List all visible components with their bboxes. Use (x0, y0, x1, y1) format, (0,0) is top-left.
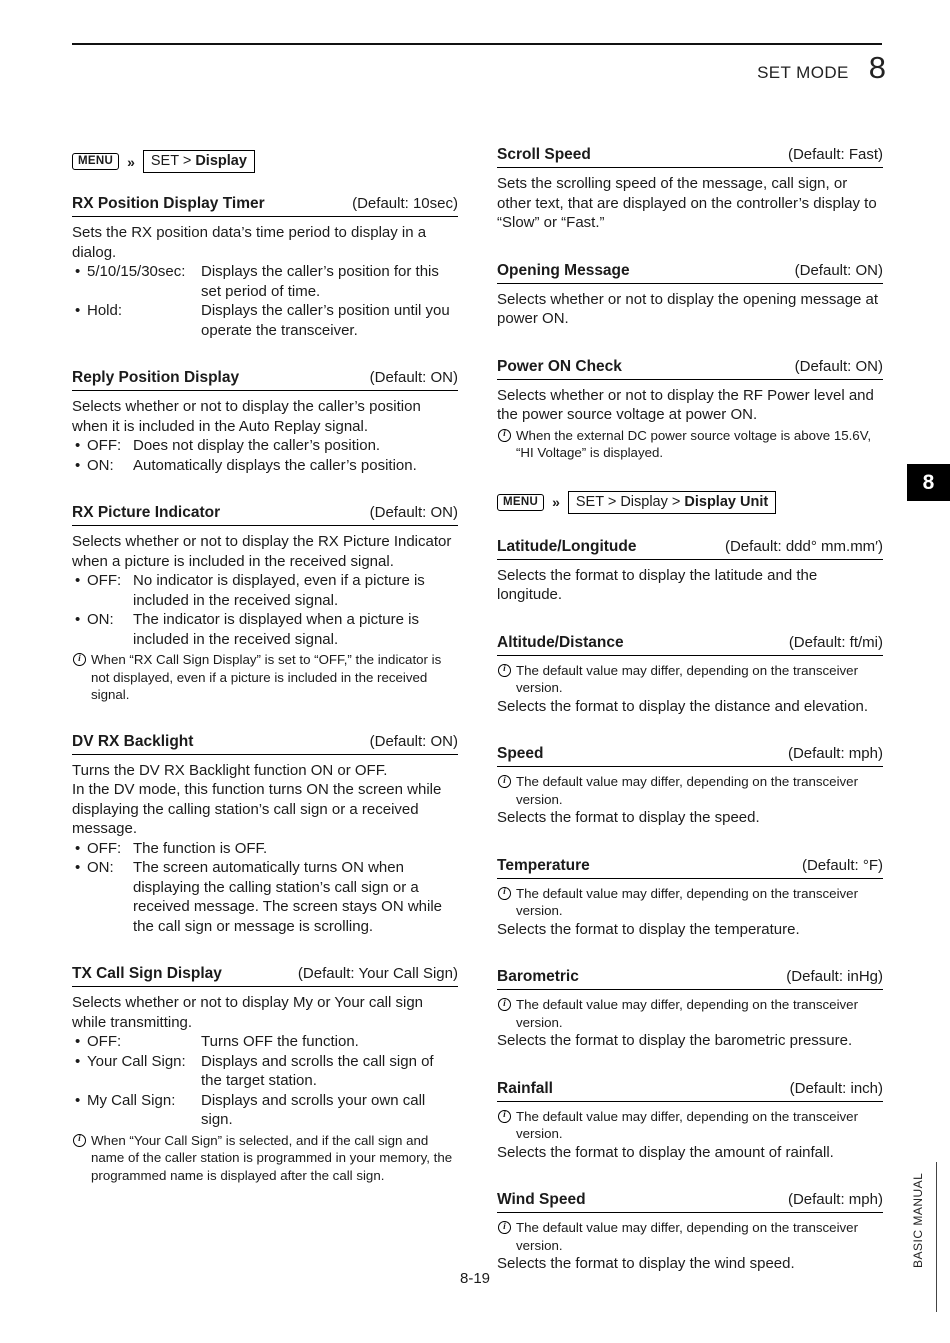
option-item (72, 858, 458, 936)
note (497, 427, 883, 462)
menu-arrow-icon: » (552, 494, 560, 510)
bullet-icon: • (75, 839, 81, 857)
setting-description: Turns the DV RX Backlight function ON or OFF. (72, 761, 388, 779)
section-barometric (497, 968, 883, 1051)
setting-title: Scroll Speed (497, 146, 591, 163)
setting-description: Selects the format to display the wind speed. (497, 1255, 795, 1272)
sidebar-rule (936, 1162, 937, 1312)
section-rainfall (497, 1080, 883, 1163)
option-text: Turns OFF the function. (201, 1033, 359, 1050)
info-icon: i (498, 1221, 511, 1234)
setting-description: Selects whether or not to display the RX Picture Indicator when a picture is included in the received signal. (72, 533, 452, 570)
setting-title: DV RX Backlight (72, 732, 194, 750)
option-term: OFF: (87, 1033, 122, 1050)
setting-default: (Default: mph) (787, 745, 883, 762)
option-text: The function is OFF. (133, 839, 268, 857)
menu-button: MENU (72, 153, 119, 170)
setting-title: Speed (497, 745, 544, 762)
option-item (72, 301, 458, 340)
note (497, 885, 883, 920)
option-item (72, 1052, 458, 1091)
setting-title: RX Position Display Timer (72, 195, 265, 212)
option-term: 5/10/15/30sec: (87, 263, 186, 280)
setting-default: (Default: inch) (789, 1079, 883, 1097)
setting-default: (Default: mph) (787, 1191, 883, 1208)
setting-description: In the DV mode, this function turns ON the screen while displaying the calling station’s call sign or a received message. (72, 781, 442, 837)
setting-heading (497, 358, 883, 380)
setting-description: Selects whether or not to display My or Your call sign while transmitting. (72, 994, 424, 1031)
note-text: When “Your Call Sign” is selected, and if the call sign and name of the caller station is programmed in your memory, the programmed name is displayed after the call sign. (91, 1132, 453, 1183)
option-term: My Call Sign: (87, 1091, 176, 1109)
setting-default: (Default: ON) (369, 369, 458, 386)
setting-heading (497, 146, 883, 168)
option-item (72, 456, 458, 476)
setting-description: Selects the format to display the barometric pressure. (497, 1032, 853, 1049)
option-text: The indicator is displayed when a picture is included in the received signal. (133, 611, 419, 648)
menu-path-prefix: SET > Display > (575, 493, 685, 510)
setting-heading (72, 965, 458, 987)
setting-description: Selects the format to display the temperature. (497, 920, 800, 938)
header-rule (72, 43, 882, 45)
option-term: OFF: (87, 839, 122, 857)
setting-heading (497, 1080, 883, 1102)
note-text: The default value may differ, depending on the transceiver version. (516, 662, 858, 695)
setting-heading (497, 262, 883, 284)
note (497, 1108, 883, 1143)
menu-arrow-icon: » (127, 153, 135, 170)
menu-path-box (568, 491, 776, 514)
chapter-tab: 8 (907, 464, 950, 501)
setting-description: Selects whether or not to display the caller’s position when it is included in the Auto Replay signal. (72, 398, 421, 435)
section-tx-call-sign-display (72, 965, 458, 1184)
bullet-icon: • (75, 456, 81, 474)
section-wind-speed (497, 1191, 883, 1274)
option-term: ON: (87, 456, 114, 474)
setting-heading (497, 745, 883, 767)
section-reply-position-display (72, 369, 458, 475)
setting-heading (72, 369, 458, 391)
note (497, 1219, 883, 1254)
setting-title: Power ON Check (497, 357, 622, 375)
section-latitude-longitude (497, 538, 883, 605)
info-icon: i (73, 1134, 86, 1147)
section-power-on-check (497, 358, 883, 462)
note-text: When the external DC power source voltage is above 15.6V, “HI Voltage” is displayed. (516, 427, 872, 460)
note (497, 662, 883, 697)
setting-description: Sets the scrolling speed of the message, call sign, or other text, that are displayed on the controller’s display to “Slow” or “Fast.” (497, 175, 877, 231)
menu-button: MENU (497, 494, 544, 511)
note (497, 996, 883, 1031)
setting-title: Altitude/Distance (497, 633, 624, 651)
option-item (72, 839, 458, 859)
note-text: The default value may differ, depending on the transceiver version. (516, 1108, 858, 1141)
bullet-icon: • (75, 263, 81, 280)
basic-manual-label: BASIC MANUAL (911, 1172, 925, 1268)
section-title: SET MODE (757, 63, 849, 82)
setting-default: (Default: ON) (794, 357, 883, 375)
setting-default: (Default: Your Call Sign) (297, 965, 458, 982)
setting-default: (Default: Fast) (787, 146, 883, 163)
bullet-icon: • (75, 572, 81, 589)
setting-default: (Default: 10sec) (352, 195, 458, 212)
info-icon: i (498, 998, 511, 1011)
setting-default: (Default: ON) (369, 504, 458, 521)
option-term: OFF: (87, 437, 122, 454)
section-rx-picture-indicator (72, 504, 458, 704)
page-number: 8-19 (459, 1270, 491, 1287)
setting-default: (Default: ft/mi) (788, 633, 883, 651)
option-text: Displays and scrolls your own call sign. (201, 1091, 426, 1128)
setting-title: Reply Position Display (72, 369, 240, 386)
setting-title: Latitude/Longitude (497, 537, 637, 555)
menu-path-box (143, 150, 255, 173)
section-opening-message (497, 262, 883, 329)
setting-description: Selects the format to display the speed. (497, 809, 760, 826)
setting-default: (Default: inHg) (786, 968, 883, 985)
chapter-number: 8 (868, 50, 886, 85)
bullet-icon: • (75, 859, 81, 876)
bullet-icon: • (75, 611, 81, 628)
bullet-icon: • (75, 302, 81, 319)
setting-description: Selects whether or not to display the opening message at power ON. (497, 290, 879, 327)
setting-description: Selects the format to display the latitude and the longitude. (497, 566, 818, 603)
setting-default: (Default: ddd° mm.mm′) (724, 537, 883, 555)
setting-heading (497, 538, 883, 560)
option-term: OFF: (87, 572, 122, 589)
setting-description: Selects the format to display the amount of rainfall. (497, 1143, 834, 1161)
bullet-icon: • (75, 1091, 81, 1109)
option-text: The screen automatically turns ON when displaying the calling station’s call sign or a received message. The screen stays ON while the call sign or message is scrolling. (133, 859, 443, 935)
setting-description: Selects the format to display the distance and elevation. (497, 697, 869, 715)
menu-path-target: Display (195, 153, 247, 169)
bullet-icon: • (75, 437, 81, 454)
bullet-icon: • (75, 1033, 81, 1050)
section-temperature (497, 857, 883, 940)
setting-heading (72, 195, 458, 217)
note-text: The default value may differ, depending on the transceiver version. (516, 1220, 858, 1253)
note-text: When “RX Call Sign Display” is set to “OFF,” the indicator is not displayed, even if a picture is included in the received signal. (91, 652, 442, 702)
note-text: The default value may differ, depending on the transceiver version. (516, 774, 858, 807)
option-term: Your Call Sign: (87, 1052, 186, 1070)
menu-path-target: Display Unit (684, 493, 769, 510)
option-text: Displays the caller’s position for this set period of time. (201, 263, 439, 300)
setting-heading (497, 1191, 883, 1213)
setting-heading (72, 733, 458, 755)
bullet-icon: • (75, 1052, 81, 1070)
setting-default: (Default: ON) (794, 261, 883, 279)
info-icon: i (498, 664, 511, 677)
setting-title: RX Picture Indicator (72, 504, 221, 521)
info-icon: i (498, 775, 511, 788)
section-scroll-speed (497, 146, 883, 233)
setting-heading (72, 504, 458, 526)
setting-heading (497, 857, 883, 879)
section-rx-position-display-timer (72, 195, 458, 340)
note-text: The default value may differ, depending on the transceiver version. (516, 997, 858, 1030)
setting-heading (497, 968, 883, 990)
right-column (497, 146, 883, 1303)
note (72, 651, 458, 704)
info-icon: i (498, 429, 511, 442)
setting-title: Wind Speed (497, 1191, 586, 1208)
page-header (757, 50, 886, 86)
option-text: Displays and scrolls the call sign of the target station. (201, 1052, 434, 1089)
setting-description: Sets the RX position data’s time period to display in a dialog. (72, 224, 427, 261)
note (72, 1132, 458, 1185)
option-item (72, 1091, 458, 1130)
info-icon: i (73, 653, 86, 666)
option-term: ON: (87, 611, 114, 628)
info-icon: i (498, 887, 511, 900)
setting-title: Barometric (497, 968, 579, 985)
option-item (72, 262, 458, 301)
setting-title: Rainfall (497, 1079, 553, 1097)
setting-default: (Default: °F) (801, 856, 883, 874)
setting-title: TX Call Sign Display (72, 965, 222, 982)
option-text: Does not display the caller’s position. (133, 437, 381, 454)
section-speed (497, 745, 883, 828)
setting-heading (497, 634, 883, 656)
note (497, 773, 883, 808)
option-term: Hold: (87, 302, 123, 319)
menu-path-display-unit (497, 491, 883, 514)
menu-path-prefix: SET > (150, 153, 196, 169)
option-item (72, 1032, 458, 1052)
note-text: The default value may differ, depending on the transceiver version. (516, 885, 858, 918)
option-text: Automatically displays the caller’s position. (133, 456, 417, 474)
section-dv-rx-backlight (72, 733, 458, 937)
setting-title: Opening Message (497, 261, 630, 279)
info-icon: i (498, 1110, 511, 1123)
setting-title: Temperature (497, 856, 590, 874)
option-item (72, 436, 458, 456)
option-term: ON: (87, 859, 114, 876)
option-item (72, 571, 458, 610)
option-item (72, 610, 458, 649)
menu-path-display (72, 150, 458, 173)
left-column (72, 146, 458, 1213)
option-text: No indicator is displayed, even if a picture is included in the received signal. (133, 572, 425, 609)
setting-default: (Default: ON) (369, 732, 458, 750)
option-text: Displays the caller’s position until you operate the transceiver. (201, 302, 450, 339)
section-altitude-distance (497, 634, 883, 717)
setting-description: Selects whether or not to display the RF Power level and the power source voltage at power ON. (497, 386, 874, 423)
